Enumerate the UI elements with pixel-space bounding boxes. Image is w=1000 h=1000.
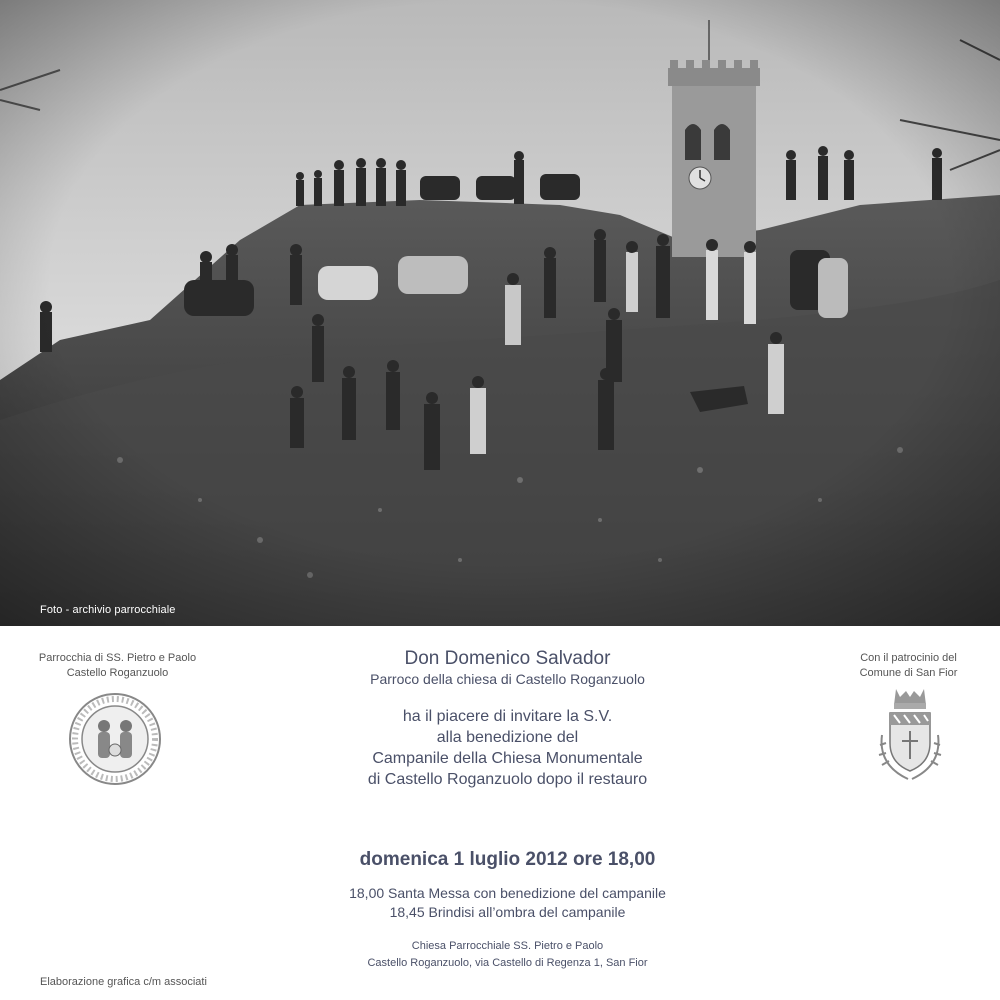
program-item-2: 18,45 Brindisi all’ombra del campanile	[389, 904, 626, 920]
parish-place: Castello Roganzuolo	[66, 667, 169, 679]
patronage-label: Con il patrocinio del	[860, 652, 957, 664]
host-role: Parroco della chiesa di Castello Roganzuolo	[370, 671, 645, 687]
parish-block	[0, 651, 235, 681]
host-name: Don Domenico Salvador	[404, 648, 611, 669]
photo-credit: Foto - archivio parrocchiale	[40, 604, 176, 616]
invitation-line-1: ha il piacere di invitare la S.V.	[402, 708, 613, 725]
municipal-crest-icon	[874, 685, 946, 783]
invitation-line-3: Campanile della Chiesa Monumentale	[372, 750, 643, 767]
event-date: domenica 1 luglio 2012 ore 18,00	[359, 849, 656, 870]
invitation-line-2: alla benedizione del	[436, 729, 579, 746]
venue-block	[250, 938, 765, 972]
event-program	[250, 884, 765, 922]
invitation-line-4: di Castello Roganzuolo dopo il restauro	[367, 771, 648, 788]
venue-name: Chiesa Parrocchiale SS. Pietro e Paolo	[411, 940, 604, 952]
invitation-block	[250, 648, 765, 790]
parish-name: Parrocchia di SS. Pietro e Paolo	[38, 652, 197, 664]
patronage-block	[796, 651, 1000, 681]
parish-seal-icon	[68, 692, 162, 786]
program-item-1: 18,00 Santa Messa con benedizione del campanile	[349, 885, 666, 901]
design-credit: Elaborazione grafica c/m associati	[40, 976, 207, 988]
venue-address: Castello Roganzuolo, via Castello di Regenza 1, San Fior	[367, 957, 648, 969]
municipality-name: Comune di San Fior	[859, 667, 958, 679]
